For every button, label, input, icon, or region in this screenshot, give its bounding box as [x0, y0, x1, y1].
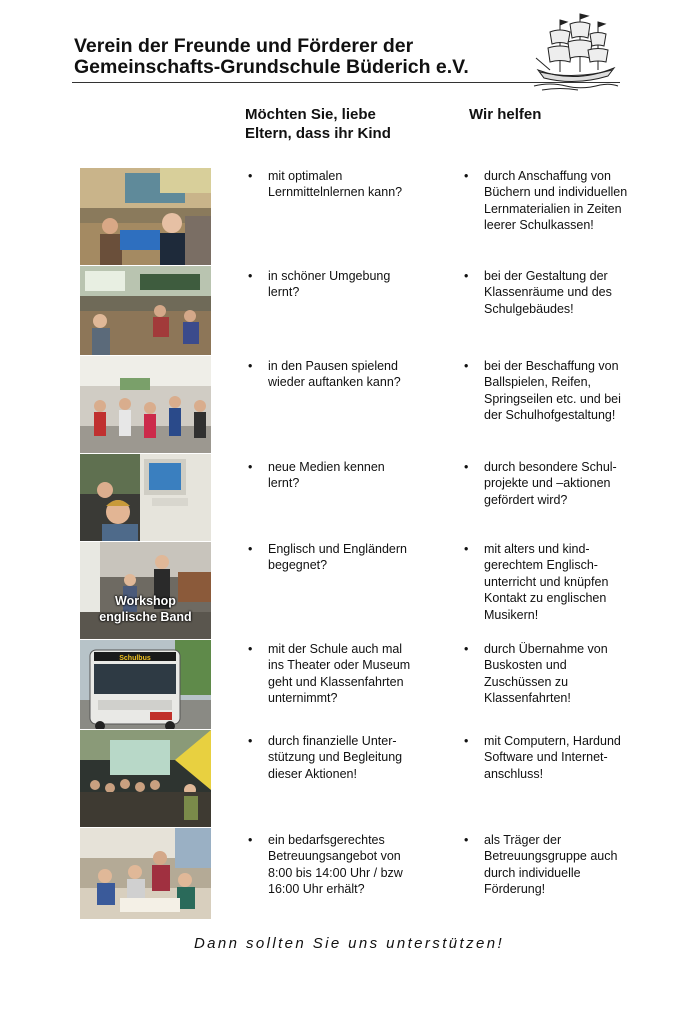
left-column-heading — [245, 105, 391, 143]
help-item-3 — [464, 358, 654, 424]
bullet: • — [248, 642, 253, 656]
header-title-line-2: Gemeinschafts-Grundschule Büderich e.V. — [74, 56, 469, 78]
header-title-line-1: Verein der Freunde und Förderer der — [74, 35, 414, 57]
help-line: Klassenfahrten! — [484, 691, 571, 706]
help-item-1 — [464, 168, 654, 234]
footer-call-to-action: Dann sollten Sie uns unterstützen! — [193, 935, 505, 952]
help-line: gefördert wird? — [484, 492, 568, 507]
help-line: anschluss! — [484, 766, 544, 781]
photo-classroom-room — [80, 265, 211, 356]
bullet: • — [248, 734, 253, 748]
help-line: durch Anschaffung von — [484, 169, 611, 183]
wish-item-4 — [248, 459, 448, 492]
wish-item-2 — [248, 268, 448, 301]
wish-line: in schöner Umgebung — [268, 269, 391, 283]
bullet: • — [248, 269, 253, 283]
wish-line: geht und Klassenfahrten — [268, 674, 404, 689]
wish-line: begegnet? — [268, 558, 328, 573]
bullet: • — [248, 359, 253, 373]
help-line: Büchern und individuellen — [484, 185, 628, 200]
wish-line: 8:00 bis 14:00 Uhr / bzw — [268, 865, 403, 880]
help-item-8 — [464, 832, 654, 898]
bullet: • — [464, 642, 469, 656]
photo-computer-media — [80, 453, 211, 542]
help-item-5 — [464, 541, 654, 623]
bullet: • — [248, 542, 253, 556]
help-line: mit Computern, Hardund — [484, 734, 621, 748]
help-line: Kontakt zu englischen — [484, 591, 607, 606]
bullet: • — [248, 833, 253, 847]
wish-line: lernt? — [268, 476, 300, 491]
left-heading-line-2: Eltern, dass ihr Kind — [245, 125, 391, 142]
right-column-heading: Wir helfen — [469, 106, 542, 123]
wish-line: Lernmittelnlernen kann? — [268, 185, 403, 200]
photo-playground-break — [80, 355, 211, 454]
photo-english-band-workshop — [80, 541, 211, 640]
bullet: • — [464, 359, 469, 373]
bus-destination-sign: Schulbus — [119, 655, 151, 662]
bullet: • — [464, 734, 469, 748]
wish-item-6 — [248, 641, 448, 707]
wish-line: ein bedarfsgerechtes — [268, 833, 385, 847]
bullet: • — [464, 833, 469, 847]
help-item-7 — [464, 733, 654, 782]
left-heading-line-1: Möchten Sie, liebe — [245, 106, 376, 123]
help-line: als Träger der — [484, 833, 562, 847]
help-line: bei der Beschaffung von — [484, 359, 619, 373]
help-line: projekte und –aktionen — [484, 476, 611, 491]
wish-line: mit der Schule auch mal — [268, 642, 403, 656]
help-line: durch besondere Schul- — [484, 460, 617, 474]
wish-line: lernt? — [268, 285, 300, 300]
help-line: der Schulhofgestaltung! — [484, 408, 616, 423]
wish-item-1 — [248, 168, 448, 201]
help-line: Musikern! — [484, 607, 539, 622]
bullet: • — [248, 460, 253, 474]
wish-line: mit optimalen — [268, 169, 343, 183]
help-item-2 — [464, 268, 654, 317]
help-line: mit alters und kind- — [484, 542, 590, 556]
wish-line: 16:00 Uhr erhält? — [268, 882, 365, 897]
wish-line: stützung und Begleitung — [268, 750, 403, 765]
help-item-4 — [464, 459, 654, 508]
wish-line: neue Medien kennen — [268, 460, 385, 474]
wish-line: unternimmt? — [268, 691, 338, 706]
help-line: Buskosten und — [484, 658, 567, 673]
workshop-caption-line-1: Workshop — [115, 594, 176, 608]
workshop-caption — [80, 593, 211, 625]
help-item-6 — [464, 641, 654, 707]
help-line: Ballspielen, Reifen, — [484, 375, 592, 390]
help-line: Zuschüssen zu — [484, 674, 569, 689]
photo-school-bus — [80, 639, 211, 730]
bullet: • — [248, 169, 253, 183]
bullet: • — [464, 460, 469, 474]
wish-item-7 — [248, 733, 448, 782]
photo-theater-audience — [80, 729, 211, 828]
help-line: Betreuungsgruppe auch — [484, 849, 618, 864]
wish-line: durch finanzielle Unter- — [268, 734, 397, 748]
help-line: durch Übernahme von — [484, 642, 608, 656]
header-title — [74, 36, 469, 78]
photo-afterschool-care — [80, 827, 211, 919]
sailing-ship-logo — [530, 10, 620, 92]
help-line: Klassenräume und des — [484, 285, 612, 300]
photo-classroom-learning — [80, 167, 211, 266]
help-line: gerechtem Englisch- — [484, 558, 598, 573]
wish-line: wieder auftanken kann? — [268, 375, 401, 390]
bullet: • — [464, 169, 469, 183]
bullet: • — [464, 542, 469, 556]
workshop-caption-line-2: englische Band — [99, 610, 192, 624]
help-line: unterricht und knüpfen — [484, 574, 609, 589]
help-line: durch individuelle — [484, 865, 581, 880]
wish-line: dieser Aktionen! — [268, 766, 357, 781]
help-line: bei der Gestaltung der — [484, 269, 608, 283]
wish-line: Betreuungsangebot von — [268, 849, 401, 864]
help-line: Schulgebäudes! — [484, 301, 574, 316]
wish-line: Englisch und Engländern — [268, 542, 407, 556]
bullet: • — [464, 269, 469, 283]
wish-item-3 — [248, 358, 448, 391]
wish-line: ins Theater oder Museum — [268, 658, 411, 673]
help-line: Springseilen etc. und bei — [484, 391, 621, 406]
wish-line: in den Pausen spielend — [268, 359, 398, 373]
wish-item-5 — [248, 541, 448, 574]
help-line: Lernmaterialien in Zeiten — [484, 201, 622, 216]
help-line: leerer Schulkassen! — [484, 218, 594, 233]
wish-item-8 — [248, 832, 448, 898]
help-line: Software und Internet- — [484, 750, 608, 765]
help-line: Förderung! — [484, 882, 546, 897]
